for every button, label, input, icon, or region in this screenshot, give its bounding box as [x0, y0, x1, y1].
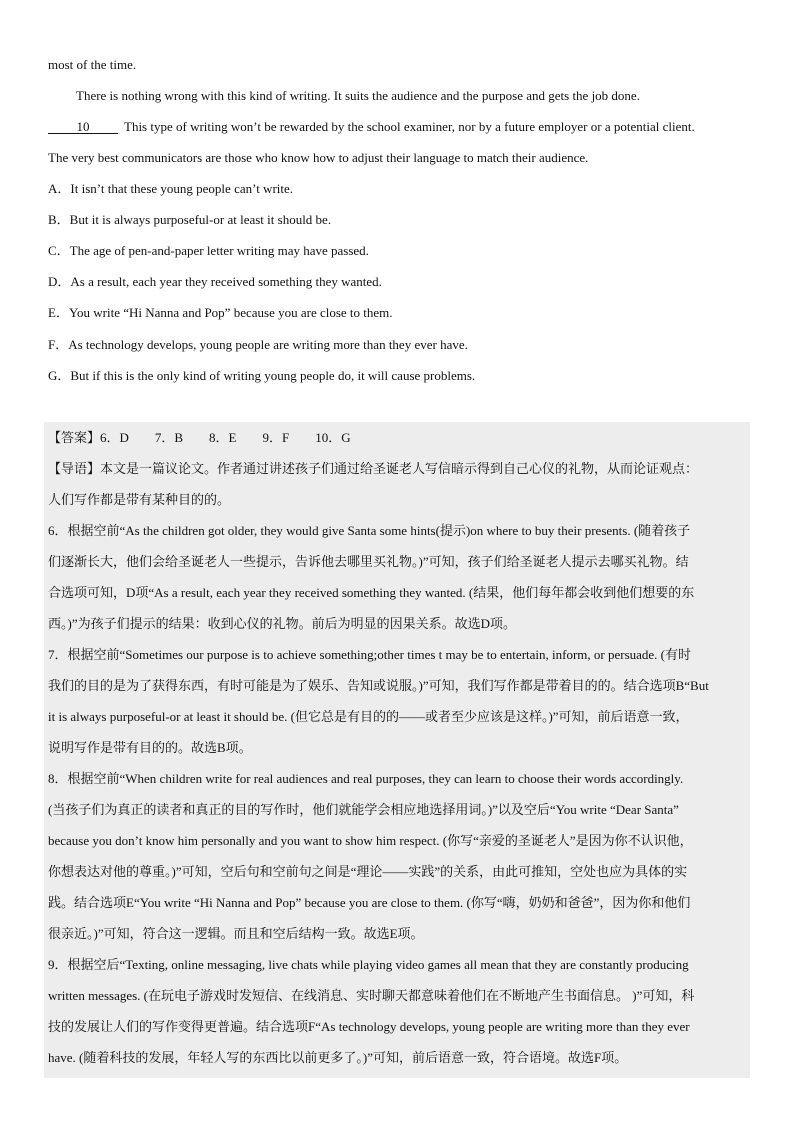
- answer-blank-10: 10: [48, 120, 118, 134]
- option-g: G．But if this is the only kind of writing young people do, it will cause problems.: [48, 368, 476, 383]
- explanation-q6-line: 合选项可知，D项“As a result, each year they received something they wanted. (结果，他们每年都会收到他们想要的东: [48, 585, 695, 600]
- option-e: E．You write “Hi Nanna and Pop” because you are close to them.: [48, 305, 393, 320]
- answer-key: 【答案】6．D 7．B 8．E 9．F 10．G: [48, 430, 351, 445]
- explanation-q9-line: 技的发展让人们的写作变得更普遍。结合选项F“As technology develops, young people are writing more than they ever: [48, 1019, 690, 1034]
- explanation-q9-line: have. (随着科技的发展，年轻人写的东西比以前更多了。)”可知，前后语意一致，符合语境。故选F项。: [48, 1050, 628, 1065]
- explanation-q7-line: 说明写作是带有目的的。故选B项。: [48, 740, 252, 755]
- guide-line: 人们写作都是带有某种目的的。: [48, 492, 231, 507]
- explanation-q9-line: written messages. (在玩电子游戏时发短信、在线消息、实时聊天都意味着他们在不断地产生书面信息。 )”可知，科: [48, 988, 695, 1003]
- explanation-q6-line: 6．根据空前“As the children got older, they would give Santa some hints(提示)on where to buy their presents. (随着孩子: [48, 523, 691, 538]
- explanation-q8-line: (当孩子们为真正的读者和真正的目的写作时，他们就能学会相应地选择用词。)”以及空后“You write “Dear Santa”: [48, 802, 679, 817]
- explanation-q6-line: 西。)”为孩子们提示的结果：收到心仪的礼物。前后为明显的因果关系。故选D项。: [48, 616, 516, 631]
- option-c: C．The age of pen-and-paper letter writing may have passed.: [48, 243, 369, 258]
- passage-line: There is nothing wrong with this kind of writing. It suits the audience and the purpose and gets the job done.: [76, 88, 640, 103]
- passage-line: most of the time.: [48, 57, 137, 72]
- explanation-q6-line: 们逐渐长大，他们会给圣诞老人一些提示，告诉他去哪里买礼物。)”可知，孩子们给圣诞老人提示去哪买礼物。结: [48, 554, 689, 569]
- explanation-q8-line: because you don’t know him personally and you want to show him respect. (你写“亲爱的圣诞老人”是因为你不认识他，: [48, 833, 693, 848]
- passage-line: The very best communicators are those who know how to adjust their language to match their audience.: [48, 150, 589, 165]
- passage-line-with-blank: [48, 119, 695, 135]
- explanation-q8-line: 践。结合选项E“You write “Hi Nanna and Pop” because you are close to them. (你写“嗨，奶奶和爸爸”，因为你和他们: [48, 895, 691, 910]
- passage-text: This type of writing won’t be rewarded by the school examiner, nor by a future employer or a potential client.: [124, 119, 695, 134]
- option-b: B．But it is always purposeful-or at least it should be.: [48, 212, 332, 227]
- explanation-q7-line: 我们的目的是为了获得东西，有时可能是为了娱乐、告知或说服。)”可知，我们写作都是带着目的的。结合选项B“But: [48, 678, 709, 693]
- option-f: F．As technology develops, young people are writing more than they ever have.: [48, 337, 468, 352]
- explanation-q7-line: 7．根据空前“Sometimes our purpose is to achieve something;other times t may be to entertain, inform, or persuade. (有时: [48, 647, 691, 662]
- option-a: A．It isn’t that these young people can’t write.: [48, 181, 294, 196]
- explanation-q9-line: 9．根据空后“Texting, online messaging, live chats while playing video games all mean that they are constantly producing: [48, 957, 689, 972]
- explanation-q8-line: 你想表达对他的尊重。)”可知，空后句和空前句之间是“理论——实践”的关系，由此可推知，空处也应为具体的实: [48, 864, 688, 879]
- guide-line: 【导语】本文是一篇议论文。作者通过讲述孩子们通过给圣诞老人写信暗示得到自己心仪的礼物，从而论证观点：: [48, 461, 699, 476]
- explanation-q8-line: 8．根据空前“When children write for real audiences and real purposes, they can learn to choose their words accordingly.: [48, 771, 684, 786]
- explanation-q8-line: 很亲近。)”可知，符合这一逻辑。而且和空后结构一致。故选E项。: [48, 926, 424, 941]
- explanation-q7-line: it is always purposeful-or at least it should be. (但它总是有目的的——或者至少应该是这样。)”可知，前后语意一致，: [48, 709, 689, 724]
- option-d: D．As a result, each year they received something they wanted.: [48, 274, 382, 289]
